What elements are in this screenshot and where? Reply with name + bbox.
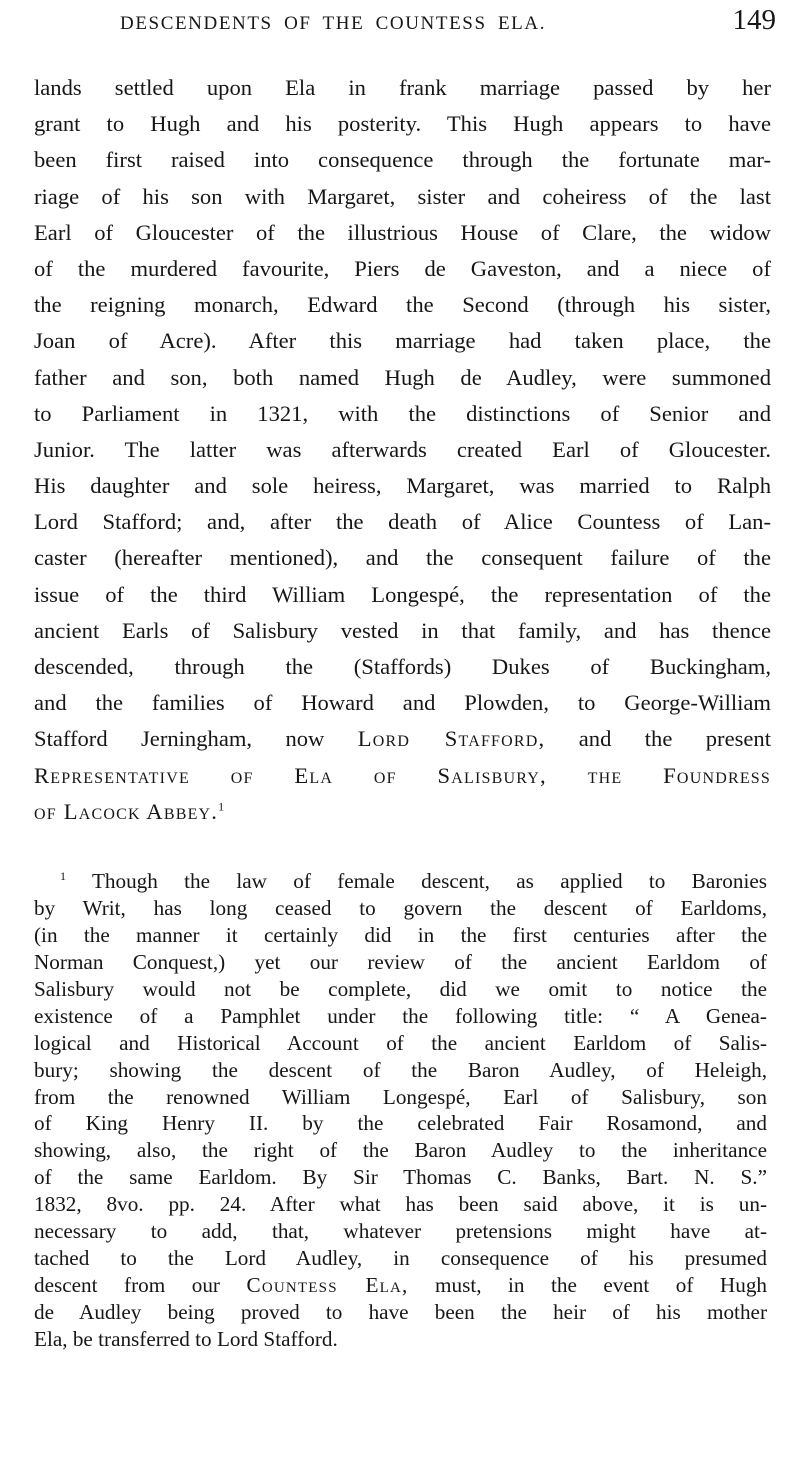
body-line: His daughter and sole heiress, Margaret, was married to Ralph (34, 473, 771, 499)
line-text: Stafford Jerningham, now (34, 726, 325, 752)
body-line: and the families of Howard and Plowden, to George-William (34, 690, 771, 716)
footnote-line: of the same Earldom. By Sir Thomas C. Banks, Bart. N. S.” (34, 1165, 767, 1190)
footnote-line: 1832, 8vo. pp. 24. After what has been said above, it is un- (34, 1192, 767, 1217)
small-caps-lord-stafford: Lord Stafford, (357, 726, 546, 752)
running-head-title: DESCENDENTS OF THE COUNTESS ELA. (120, 13, 547, 34)
footnote-line: (in the manner it certainly did in the first centuries after the (34, 922, 767, 947)
body-line: of the murdered favourite, Piers de Gaveston, and a niece of (34, 255, 771, 281)
body-line (34, 721, 771, 757)
footnote-line: tached to the Lord Audley, in consequence of his presumed (34, 1246, 767, 1271)
body-line: to Parliament in 1321, with the distinctions of Senior and (34, 400, 771, 426)
body-line: riage of his son with Margaret, sister and coheiress of the last (34, 183, 771, 209)
footnote-line: necessary to add, that, whatever pretensions might have at- (34, 1219, 767, 1244)
footnote-line: de Audley being proved to have been the heir of his mother (34, 1300, 767, 1324)
body-line: caster (hereafter mentioned), and the consequent failure of the (34, 545, 771, 571)
footnote-line: from the renowned William Longespé, Earl of Salisbury, son (34, 1084, 767, 1109)
line-text: Though the law of female descent, as applied to Baronies (91, 869, 767, 893)
body-line: lands settled upon Ela in frank marriage passed by her (34, 75, 771, 100)
body-line: father and son, both named Hugh de Audley, were summoned (34, 364, 771, 390)
body-line: grant to Hugh and his posterity. This Hugh appears to have (34, 111, 771, 137)
footnote-reference: 1 (218, 799, 225, 814)
footnote-line: by Writ, has long ceased to govern the descent of Earldoms, (34, 895, 767, 920)
footnote-line (34, 868, 767, 895)
body-line (34, 794, 771, 830)
footnote-line: Salisbury would not be complete, did we omit to notice the (34, 976, 767, 1001)
page-number: 149 (732, 4, 776, 36)
body-line: issue of the third William Longespé, the representation of the (34, 581, 771, 607)
line-text: and the present (578, 726, 771, 752)
body-line: Junior. The latter was afterwards created Earl of Gloucester. (34, 436, 771, 462)
small-caps-countess-ela: Countess Ela, (246, 1273, 409, 1298)
footnote-line: showing, also, the right of the Baron Audley to the inheritance (34, 1138, 767, 1163)
footnote-line: existence of a Pamphlet under the following title: “ A Genea- (34, 1003, 767, 1028)
footnote-line: logical and Historical Account of the ancient Earldom of Salis- (34, 1030, 767, 1055)
body-line: ancient Earls of Salisbury vested in that family, and has thence (34, 617, 771, 643)
small-caps-lacock-abbey: of Lacock Abbey. (34, 798, 219, 824)
footnote-marker: 1 (60, 868, 66, 883)
body-line: descended, through the (Staffords) Dukes of Buckingham, (34, 654, 771, 679)
line-text: must, in the event of Hugh (435, 1273, 768, 1298)
body-line: the reigning monarch, Edward the Second (through his sister, (34, 292, 771, 318)
body-line: Joan of Acre). After this marriage had taken place, the (34, 328, 771, 354)
running-head (0, 4, 800, 40)
small-caps-representative: Representative of Ela of Salisbury, the Foundress (34, 762, 771, 788)
footnote-line: of King Henry II. by the celebrated Fair Rosamond, and (34, 1111, 767, 1136)
footnote-line: Norman Conquest,) yet our review of the ancient Earldom of (34, 949, 767, 974)
body-line: Earl of Gloucester of the illustrious House of Clare, the widow (34, 219, 771, 245)
line-text: descent from our (34, 1273, 220, 1298)
body-line (34, 758, 771, 794)
footnote-line (34, 1272, 767, 1299)
footnote-line: bury; showing the descent of the Baron Audley, of Heleigh, (34, 1057, 767, 1082)
body-text (34, 70, 771, 830)
body-line: Lord Stafford; and, after the death of Alice Countess of Lan- (34, 509, 771, 535)
footnote (34, 868, 767, 1353)
body-line: been first raised into consequence through the fortunate mar- (34, 147, 771, 173)
footnote-line: Ela, be transferred to Lord Stafford. (34, 1326, 338, 1351)
